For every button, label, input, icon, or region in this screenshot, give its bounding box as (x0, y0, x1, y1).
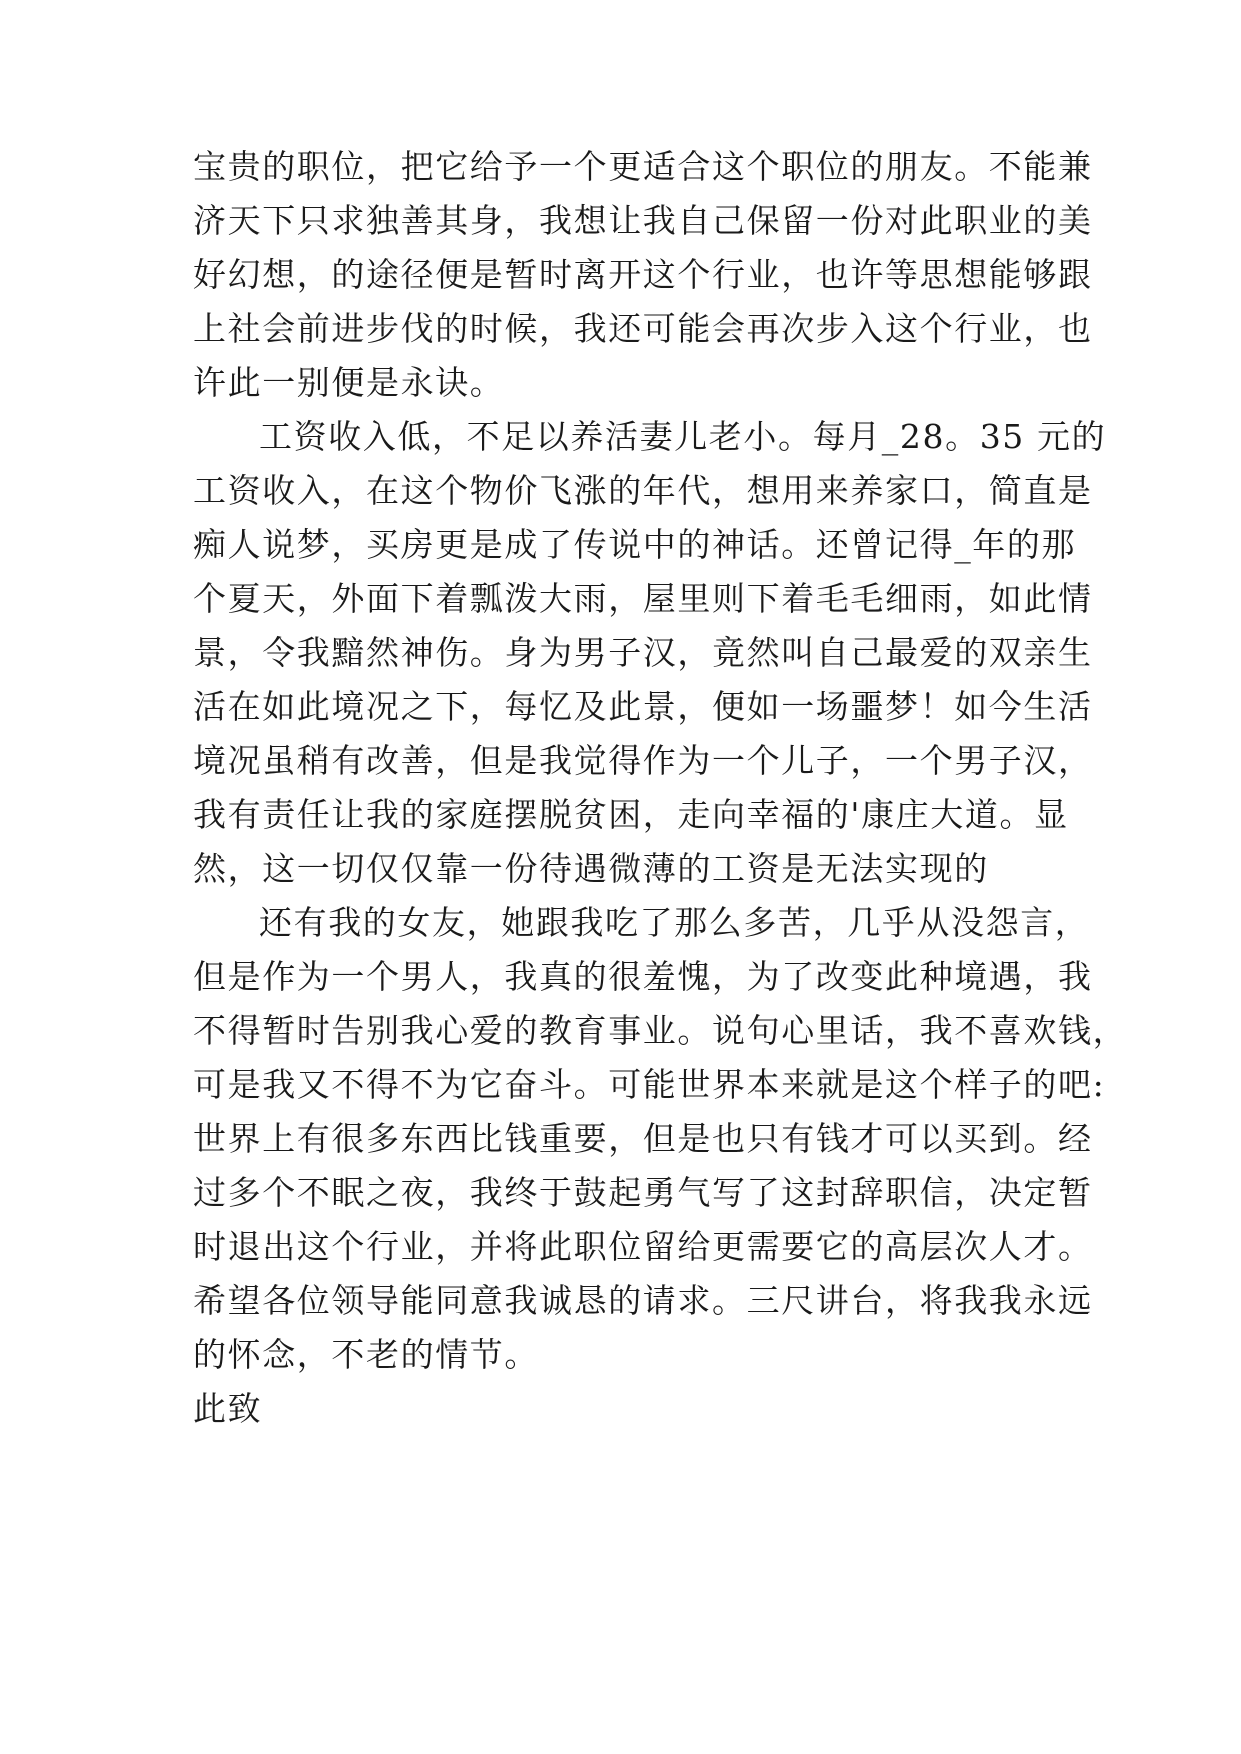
text-line: 上社会前进步伐的时候，我还可能会再次步入这个行业，也 (193, 309, 1093, 348)
text-line: 工资收入，在这个物价飞涨的年代，想用来养家口，简直是 (193, 471, 1093, 510)
text-line: 好幻想，的途径便是暂时离开这个行业，也许等思想能够跟 (193, 255, 1093, 294)
text-line: 境况虽稍有改善，但是我觉得作为一个儿子，一个男子汉， (193, 741, 1093, 780)
paragraph-start-line: 工资收入低，不足以养活妻儿老小。每月_28。35 元的 (259, 417, 1107, 456)
text-line: 希望各位领导能同意我诚恳的请求。三尺讲台，将我我永远 (193, 1281, 1093, 1320)
text-line: 个夏天，外面下着瓢泼大雨，屋里则下着毛毛细雨，如此情 (193, 579, 1093, 618)
text-line: 但是作为一个男人，我真的很羞愧，为了改变此种境遇，我 (193, 957, 1093, 996)
text-line: 许此一别便是永诀。 (193, 363, 505, 402)
text-line: 可是我又不得不为它奋斗。可能世界本来就是这个样子的吧: (193, 1065, 1106, 1104)
text-line: 景，令我黯然神伤。身为男子汉，竟然叫自己最爱的双亲生 (193, 633, 1093, 672)
text-line: 的怀念，不老的情节。 (193, 1335, 539, 1374)
text-line: 活在如此境况之下，每忆及此景，便如一场噩梦！如今生活 (193, 687, 1093, 726)
text-line: 不得暂时告别我心爱的教育事业。说句心里话，我不喜欢钱， (193, 1011, 1128, 1050)
text-line: 世界上有很多东西比钱重要，但是也只有钱才可以买到。经 (193, 1119, 1093, 1158)
text-line: 然，这一切仅仅靠一份待遇微薄的工资是无法实现的 (193, 849, 989, 888)
closing-salutation: 此致 (193, 1389, 263, 1428)
text-line: 痴人说梦，买房更是成了传说中的神话。还曾记得_年的那 (193, 525, 1077, 564)
text-line: 时退出这个行业，并将此职位留给更需要它的高层次人才。 (193, 1227, 1093, 1266)
text-line: 过多个不眠之夜，我终于鼓起勇气写了这封辞职信，决定暂 (193, 1173, 1093, 1212)
paragraph-start-line: 还有我的女友，她跟我吃了那么多苦，几乎从没怨言， (259, 903, 1090, 942)
text-line: 我有责任让我的家庭摆脱贫困，走向幸福的'康庄大道。显 (193, 795, 1069, 834)
text-line: 宝贵的职位，把它给予一个更适合这个职位的朋友。不能兼 (193, 147, 1093, 186)
text-line: 济天下只求独善其身，我想让我自己保留一份对此职业的美 (193, 201, 1093, 240)
